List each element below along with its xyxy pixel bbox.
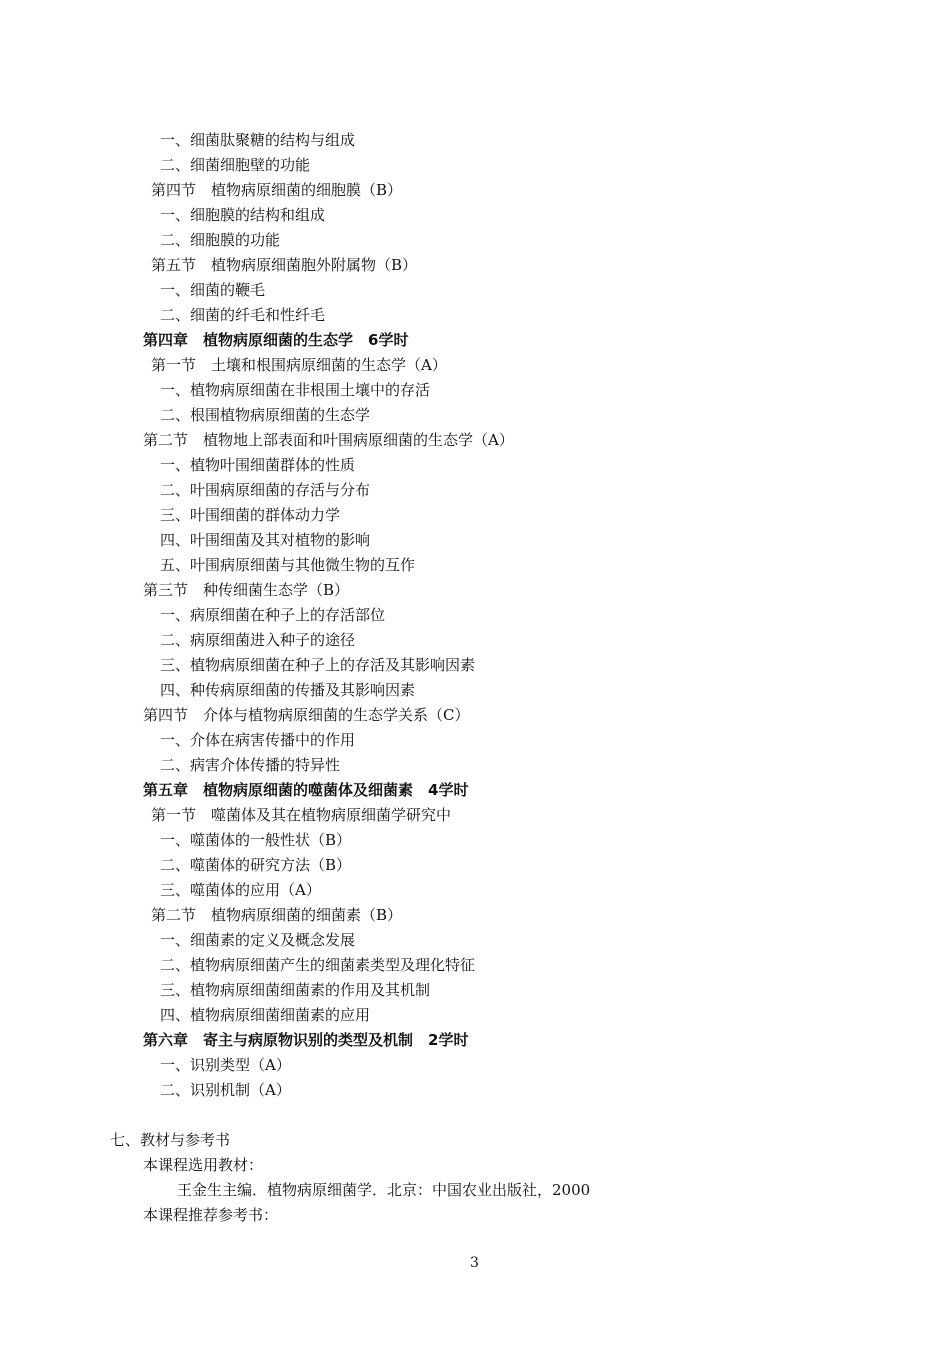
- text-line: 一、细菌素的定义及概念发展: [160, 931, 356, 949]
- text-line: 一、病原细菌在种子上的存活部位: [160, 606, 386, 624]
- text-line: 本课程选用教材：: [143, 1156, 264, 1174]
- text-line: 三、噬菌体的应用（A）: [160, 881, 321, 899]
- text-line: 一、细菌肽聚糖的结构与组成: [160, 131, 356, 149]
- section-heading: 第一节 土壤和根围病原细菌的生态学（A）: [151, 356, 447, 374]
- text-line: 二、噬菌体的研究方法（B）: [160, 856, 352, 874]
- text-line: 本课程推荐参考书：: [143, 1206, 279, 1224]
- text-line: 二、根围植物病原细菌的生态学: [160, 406, 371, 424]
- section-title: 七、教材与参考书: [110, 1131, 231, 1149]
- text-line: 三、植物病原细菌在种子上的存活及其影响因素: [160, 656, 476, 674]
- chapter-heading: 第五章 植物病原细菌的噬菌体及细菌素 4学时: [143, 781, 469, 799]
- page-number: 3: [470, 1255, 479, 1271]
- chapter-heading: 第四章 植物病原细菌的生态学 6学时: [143, 331, 409, 349]
- section-heading: 第五节 植物病原细菌胞外附属物（B）: [151, 256, 418, 274]
- text-line: 一、噬菌体的一般性状（B）: [160, 831, 352, 849]
- text-line: 二、病害介体传播的特异性: [160, 756, 341, 774]
- text-line: 二、病原细菌进入种子的途径: [160, 631, 356, 649]
- text-line: 二、细菌的纤毛和性纤毛: [160, 306, 326, 324]
- text-line: 三、植物病原细菌细菌素的作用及其机制: [160, 981, 431, 999]
- chapter-heading: 第六章 寄主与病原物识别的类型及机制 2学时: [143, 1031, 469, 1049]
- text-line: 二、识别机制（A）: [160, 1081, 291, 1099]
- section-heading: 第一节 噬菌体及其在植物病原细菌学研究中: [151, 806, 452, 824]
- text-line: 四、种传病原细菌的传播及其影响因素: [160, 681, 416, 699]
- text-line: 五、叶围病原细菌与其他微生物的互作: [160, 556, 416, 574]
- section-heading: 第三节 种传细菌生态学（B）: [143, 581, 350, 599]
- text-line: 二、细胞膜的功能: [160, 231, 281, 249]
- text-line: 三、叶围细菌的群体动力学: [160, 506, 341, 524]
- text-line: 四、叶围细菌及其对植物的影响: [160, 531, 371, 549]
- text-line: 一、介体在病害传播中的作用: [160, 731, 356, 749]
- text-line: 二、叶围病原细菌的存活与分布: [160, 481, 371, 499]
- text-line: 一、植物叶围细菌群体的性质: [160, 456, 356, 474]
- section-heading: 第二节 植物地上部表面和叶围病原细菌的生态学（A）: [143, 431, 514, 449]
- text-line: 一、识别类型（A）: [160, 1056, 291, 1074]
- textbook-citation: 王金生主编．植物病原细菌学．北京：中国农业出版社，2000: [177, 1181, 591, 1199]
- text-line: 二、细菌细胞壁的功能: [160, 156, 311, 174]
- section-heading: 第四节 植物病原细菌的细胞膜（B）: [151, 181, 403, 199]
- text-line: 二、植物病原细菌产生的细菌素类型及理化特征: [160, 956, 476, 974]
- section-heading: 第二节 植物病原细菌的细菌素（B）: [151, 906, 403, 924]
- text-line: 四、植物病原细菌细菌素的应用: [160, 1006, 371, 1024]
- text-line: 一、细菌的鞭毛: [160, 281, 266, 299]
- section-heading: 第四节 介体与植物病原细菌的生态学关系（C）: [143, 706, 470, 724]
- text-line: 一、细胞膜的结构和组成: [160, 206, 326, 224]
- text-line: 一、植物病原细菌在非根围土壤中的存活: [160, 381, 431, 399]
